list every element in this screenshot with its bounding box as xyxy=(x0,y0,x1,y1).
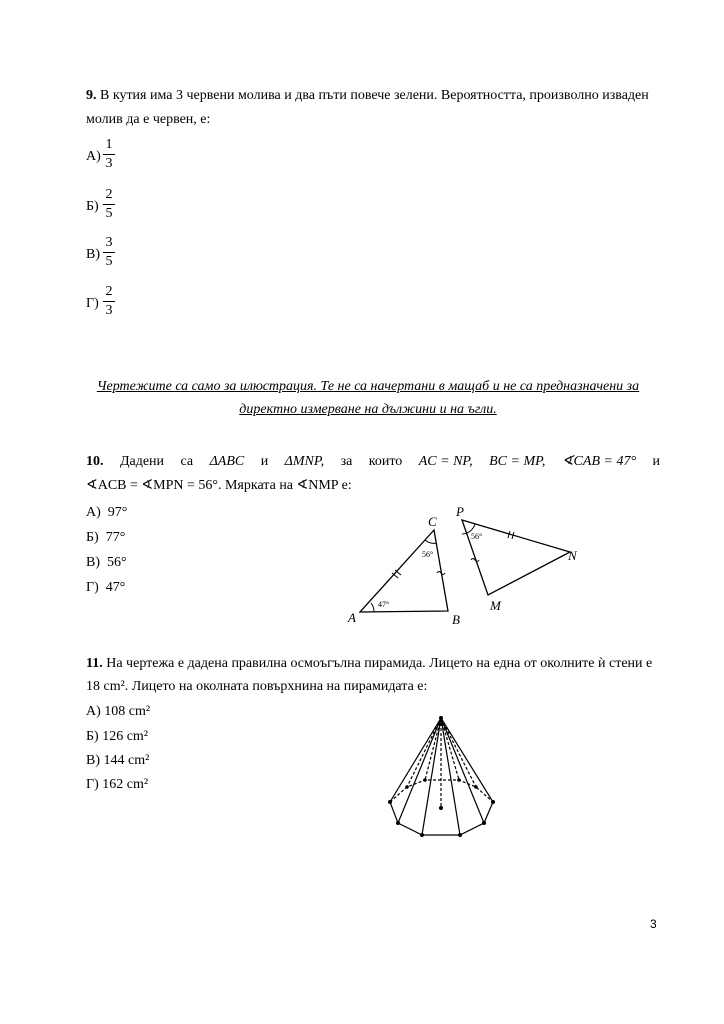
q11-option-a[interactable] xyxy=(86,702,150,722)
q9-line1 xyxy=(86,86,649,106)
vertex-point xyxy=(491,800,495,804)
triangle-abc xyxy=(360,530,448,612)
q10-word: са xyxy=(180,454,194,469)
fraction-denominator: 5 xyxy=(105,206,113,221)
fraction-denominator: 5 xyxy=(105,254,113,269)
option-value: 108 cm² xyxy=(104,704,151,719)
q9-option-d-fraction[interactable] xyxy=(103,284,115,319)
q9-text-line1: В кутия има 3 червени молива и два пъти повече зелени. Вероятността, произволно изваден xyxy=(100,88,649,103)
q9-option-a-label: А) xyxy=(86,149,101,164)
q10-word: и xyxy=(652,454,660,469)
vertex-point xyxy=(405,785,409,789)
label-p: P xyxy=(456,504,464,519)
option-value: 162 cm² xyxy=(102,777,149,792)
vertex-point xyxy=(474,785,478,789)
pyramid-edge xyxy=(441,718,460,835)
angle-a-label: 47° xyxy=(378,600,390,609)
illustration-note-line1: Чертежите са само за илюстрация. Те не са начертани в мащаб и не са предназначени за xyxy=(96,379,640,394)
fraction-bar xyxy=(103,252,115,253)
option-value: 144 cm² xyxy=(103,753,150,768)
pyramid-edge xyxy=(441,718,484,823)
fraction-bar xyxy=(103,301,115,302)
q9-text-line2: молив да е червен, е: xyxy=(86,112,211,127)
option-label: В) xyxy=(86,753,100,768)
q10-word: и xyxy=(260,454,269,469)
fraction-numerator: 3 xyxy=(105,235,113,250)
vertex-point xyxy=(457,778,461,782)
base-center-point xyxy=(439,806,443,810)
vertex-point xyxy=(388,800,392,804)
option-value: 97° xyxy=(107,505,128,520)
q10-word: Дадени xyxy=(119,454,165,469)
q10-triangle-abc: ΔABC xyxy=(209,454,245,469)
option-label: А) xyxy=(86,505,101,520)
angle-c-label: 56° xyxy=(422,550,434,559)
vertex-point xyxy=(423,778,427,782)
q9-option-b-fraction[interactable] xyxy=(103,187,115,222)
option-value: 77° xyxy=(105,530,126,545)
q11-text-line1: На чертежа е дадена правилна осмоъгълна пирамида. Лицето на една от околните ѝ стени е xyxy=(106,656,653,671)
pyramid-edge xyxy=(390,718,441,802)
q11-option-b[interactable] xyxy=(86,727,148,747)
vertex-point xyxy=(420,833,424,837)
octagonal-pyramid-figure xyxy=(380,710,505,845)
q9-option-c-fraction[interactable] xyxy=(103,235,115,270)
label-c: C xyxy=(428,514,437,529)
angle-p-label: 56° xyxy=(471,532,483,541)
option-value: 47° xyxy=(105,580,126,595)
q11-number: 11. xyxy=(86,656,103,671)
vertex-point xyxy=(396,821,400,825)
q11-line1 xyxy=(86,654,652,674)
option-label: А) xyxy=(86,704,101,719)
q10-option-d[interactable] xyxy=(86,578,125,598)
q10-option-c[interactable] xyxy=(86,553,127,573)
q10-number: 10. xyxy=(86,454,104,469)
option-label: Г) xyxy=(86,580,99,595)
q10-word: за xyxy=(340,454,353,469)
label-n: N xyxy=(568,548,577,563)
vertex-point xyxy=(482,821,486,825)
fraction-numerator: 2 xyxy=(105,187,113,202)
page-number: 3 xyxy=(650,917,657,931)
q10-equality-ac-np: AC = NP, xyxy=(418,454,473,469)
q10-word: които xyxy=(368,454,403,469)
option-value: 126 cm² xyxy=(102,729,149,744)
label-a: A xyxy=(348,610,356,625)
q9-option-b-label: Б) xyxy=(86,199,99,214)
q10-triangle-mnp: ΔMNP, xyxy=(284,454,325,469)
q10-equality-bc-mp: BC = MP, xyxy=(489,454,546,469)
apex-point xyxy=(439,716,443,720)
option-label: В) xyxy=(86,555,100,570)
angle-a-arc xyxy=(371,603,374,612)
q10-option-a[interactable] xyxy=(86,503,127,523)
triangles-figure xyxy=(340,500,590,630)
fraction-numerator: 1 xyxy=(105,137,113,152)
q10-line1 xyxy=(86,452,660,472)
q10-line2: ∢ACB = ∢MPN = 56°. Мярката на ∢NMP е: xyxy=(86,478,352,493)
q9-number: 9. xyxy=(86,88,97,103)
q9-option-a-fraction[interactable] xyxy=(103,137,115,172)
label-m: M xyxy=(490,598,501,613)
fraction-bar xyxy=(103,204,115,205)
option-label: Б) xyxy=(86,530,99,545)
q9-option-d-label: Г) xyxy=(86,296,99,311)
pyramid-edge xyxy=(398,718,441,823)
option-value: 56° xyxy=(107,555,127,570)
fraction-bar xyxy=(103,154,115,155)
pyramid-edge xyxy=(441,718,493,802)
q10-option-b[interactable] xyxy=(86,528,125,548)
label-b: B xyxy=(452,612,460,627)
q10-angle-cab: ∢CAB = 47° xyxy=(561,454,637,469)
fraction-denominator: 3 xyxy=(105,156,113,171)
q11-text-line2: 18 cm². Лицето на околната повърхнина на пирамидата е: xyxy=(86,679,428,694)
illustration-note-line2: директно измерване на дължини и на ъгли. xyxy=(239,402,497,417)
option-label: Б) xyxy=(86,729,99,744)
vertex-point xyxy=(458,833,462,837)
q11-option-d[interactable] xyxy=(86,775,148,795)
pyramid-edge xyxy=(422,718,441,835)
q9-option-c-label: В) xyxy=(86,247,100,262)
q11-option-c[interactable] xyxy=(86,751,149,771)
fraction-numerator: 2 xyxy=(105,284,113,299)
fraction-denominator: 3 xyxy=(105,303,113,318)
option-label: Г) xyxy=(86,777,99,792)
